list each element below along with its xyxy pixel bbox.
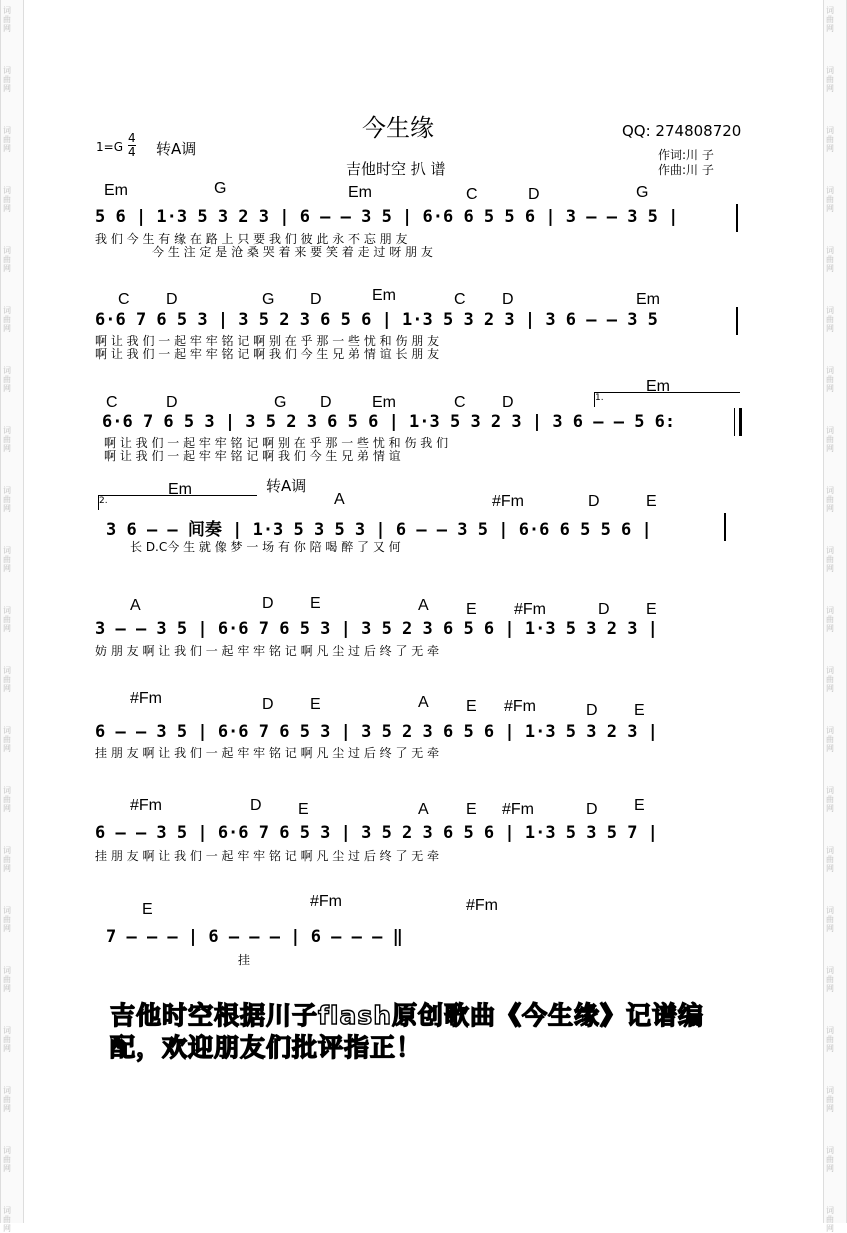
chord: A [418,694,429,711]
chord: D [598,601,610,618]
chord: G [636,184,649,201]
lyrics-verse-1: 挂 [238,953,251,967]
transcriber: 吉他时空 扒 谱 [346,160,446,178]
watermark-text: 词曲网 [826,366,834,393]
chord: E [310,696,321,713]
watermark-text: 词曲网 [3,726,11,753]
chord: A [418,801,429,818]
barline [736,307,738,335]
lyrics-verse-1: 妨 朋 友 啊 让 我 们 一 起 牢 牢 铭 记 啊 凡 尘 过 后 终 了 无 牵 [95,644,440,658]
chord: C [466,186,478,203]
lyrics-verse-1: 挂 朋 友 啊 让 我 们 一 起 牢 牢 铭 记 啊 凡 尘 过 后 终 了 无 牵 [95,849,440,863]
chord: D [310,291,322,308]
chord: E [634,702,645,719]
watermark-text: 词曲网 [3,186,11,213]
lyrics-verse-1: 挂 朋 友 啊 让 我 们 一 起 牢 牢 铭 记 啊 凡 尘 过 后 终 了 无 牵 [95,746,440,760]
notation-line: 6 — — 3 5 | 6·6 7 6 5 3 | 3 5 2 3 6 5 6 | 1·3 5 3 5 7 | [95,823,658,843]
chord: A [418,597,429,614]
chord: #Fm [130,797,162,814]
watermark-text: 词曲网 [3,426,11,453]
barline [724,513,726,541]
first-ending-bracket: 1. [594,392,740,407]
modulation-label: 转A调 [156,140,197,158]
chord: E [466,698,477,715]
watermark-text: 词曲网 [3,786,11,813]
chord: D [502,394,514,411]
chord: #Fm [504,698,536,715]
watermark-text: 词曲网 [826,786,834,813]
chord: G [274,394,287,411]
watermark-text: 词曲网 [3,1146,11,1173]
footer-note: 吉他时空根据川子flash原创歌曲《今生缘》记谱编配，欢迎朋友们批评指正！ [110,1001,704,1062]
chord: D [528,186,540,203]
barline [736,204,738,232]
watermark-text: 词曲网 [3,606,11,633]
chord: C [118,291,130,308]
watermark-text: 词曲网 [826,1206,834,1233]
lyrics-verse-1: 我 们 今 生 有 缘 在 路 上 只 要 我 们 彼 此 永 不 忘 朋 友 [95,232,408,246]
chord: D [166,394,178,411]
chord: Em [646,378,670,395]
chord: #Fm [466,897,498,914]
chord: Em [372,394,396,411]
chord: D [262,595,274,612]
watermark-text: 词曲网 [826,1086,834,1113]
chord: G [262,291,275,308]
watermark-text: 词曲网 [826,726,834,753]
watermark-text: 词曲网 [3,1206,11,1233]
notation-line: 5 6 | 1·3 5 3 2 3 | 6 — — 3 5 | 6·6 6 5 5 6 | 3 — — 3 5 | [95,207,679,227]
time-top: 4 [128,131,136,145]
lyrics-verse-1: 长 D.C今 生 就 像 梦 一 场 有 你 陪 喝 醉 了 又 何 [130,540,401,554]
watermark-text: 词曲网 [826,246,834,273]
chord: Em [372,287,396,304]
left-watermark-strip [0,0,24,1233]
chord: D [262,696,274,713]
chord: Em [104,182,128,199]
watermark-text: 词曲网 [3,486,11,513]
watermark-text: 词曲网 [826,486,834,513]
notation-line: 6·6 7 6 5 3 | 3 5 2 3 6 5 6 | 1·3 5 3 2 3 | 3 6 — — 3 5 [95,310,658,330]
chord: Em [168,481,192,498]
chord: A [130,597,141,614]
notation-line: 6 — — 3 5 | 6·6 7 6 5 3 | 3 5 2 3 6 5 6 | 1·3 5 3 2 3 | [95,722,658,742]
chord: E [466,801,477,818]
song-title: 今生缘 [362,114,434,142]
chord: C [106,394,118,411]
chord: E [142,901,153,918]
chord: G [214,180,227,197]
watermark-text: 词曲网 [826,66,834,93]
watermark-text: 词曲网 [826,426,834,453]
chord: C [454,394,466,411]
chord: C [454,291,466,308]
notation-line: 3 — — 3 5 | 6·6 7 6 5 3 | 3 5 2 3 6 5 6 | 1·3 5 3 2 3 | [95,619,658,639]
chord: #Fm [130,690,162,707]
watermark-text: 词曲网 [826,546,834,573]
watermark-text: 词曲网 [826,666,834,693]
watermark-text: 词曲网 [826,126,834,153]
watermark-text: 词曲网 [826,966,834,993]
watermark-text: 词曲网 [826,1026,834,1053]
modulation-mark: 转A调 [266,477,307,495]
watermark-text: 词曲网 [3,66,11,93]
notation-line: 3 6 — — 间奏 | 1·3 5 3 5 3 | 6 — — 3 5 | 6·6 6 5 5 6 | [106,520,652,540]
chord: D [586,801,598,818]
chord: D [502,291,514,308]
chord: #Fm [514,601,546,618]
chord: A [334,491,345,508]
chord: E [646,601,657,618]
watermark-text: 词曲网 [826,1146,834,1173]
watermark-text: 词曲网 [3,906,11,933]
right-watermark-strip [823,0,847,1233]
watermark-text: 词曲网 [826,6,834,33]
chord: Em [636,291,660,308]
lyricist: 作词:川 子 [658,148,714,162]
repeat-end-barline [734,408,742,436]
lyrics-verse-2: 啊 让 我 们 一 起 牢 牢 铭 记 啊 我 们 今 生 兄 弟 情 谊 [104,449,401,463]
lyrics-verse-1: 啊 让 我 们 一 起 牢 牢 铭 记 啊 别 在 乎 那 一 些 忧 和 伤 我 们 [104,436,449,450]
chord: #Fm [502,801,534,818]
chord: E [466,601,477,618]
chord: E [310,595,321,612]
watermark-text: 词曲网 [826,846,834,873]
watermark-text: 词曲网 [3,246,11,273]
key-signature: 1=G [96,140,123,154]
lyrics-verse-2: 今 生 注 定 是 沧 桑 哭 着 来 要 笑 着 走 过 呀 朋 友 [152,245,433,259]
lyrics-verse-2: 啊 让 我 们 一 起 牢 牢 铭 记 啊 我 们 今 生 兄 弟 情 谊 长 朋 友 [95,347,440,361]
lyrics-verse-1: 啊 让 我 们 一 起 牢 牢 铭 记 啊 别 在 乎 那 一 些 忧 和 伤 朋 友 [95,334,440,348]
watermark-text: 词曲网 [3,126,11,153]
watermark-text: 词曲网 [3,306,11,333]
watermark-text: 词曲网 [3,546,11,573]
time-bottom: 4 [128,145,136,159]
chord: E [634,797,645,814]
chord: D [588,493,600,510]
watermark-text: 词曲网 [3,846,11,873]
chord: D [166,291,178,308]
watermark-text: 词曲网 [3,1026,11,1053]
time-signature [128,132,136,159]
watermark-text: 词曲网 [3,666,11,693]
watermark-text: 词曲网 [826,186,834,213]
chord: D [320,394,332,411]
chord: #Fm [310,893,342,910]
watermark-text: 词曲网 [3,6,11,33]
chord: D [250,797,262,814]
watermark-text: 词曲网 [826,606,834,633]
chord: E [646,493,657,510]
watermark-text: 词曲网 [3,366,11,393]
chord: #Fm [492,493,524,510]
chord: Em [348,184,372,201]
second-ending-bracket: 2. [98,495,257,510]
notation-line: 7 — — — | 6 — — — | 6 — — — ‖ [106,927,403,947]
watermark-text: 词曲网 [3,1086,11,1113]
chord: D [586,702,598,719]
watermark-text: 词曲网 [826,906,834,933]
watermark-text: 词曲网 [3,966,11,993]
qq-number: QQ: 274808720 [622,122,742,140]
watermark-text: 词曲网 [826,306,834,333]
notation-line: 6·6 7 6 5 3 | 3 5 2 3 6 5 6 | 1·3 5 3 2 3 | 3 6 — — 5 6: [102,412,676,432]
chord: E [298,801,309,818]
composer: 作曲:川 子 [658,163,714,177]
